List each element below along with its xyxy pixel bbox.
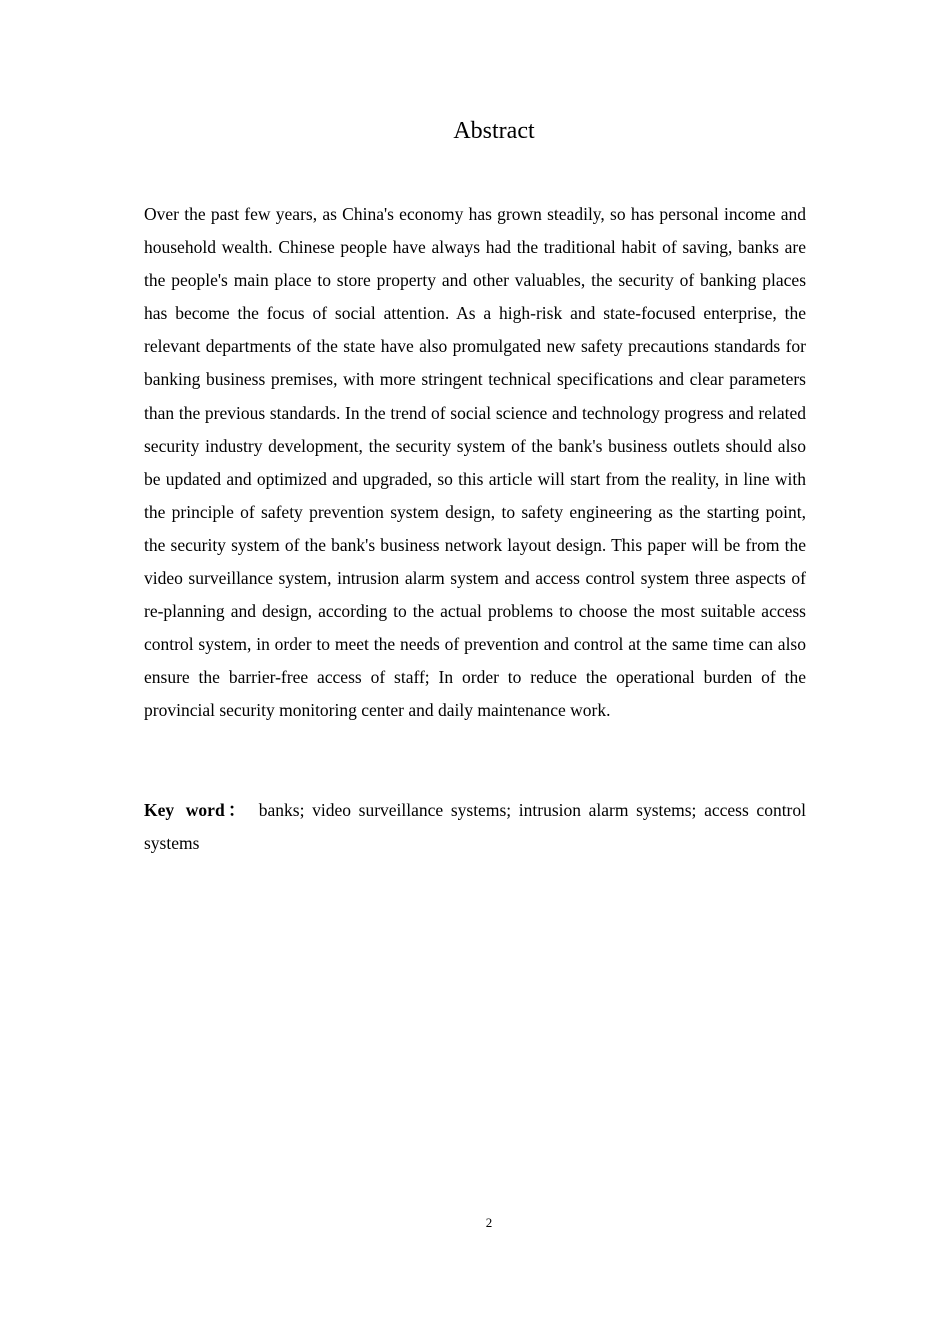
page-number: 2 bbox=[485, 1215, 493, 1230]
keywords-paragraph bbox=[144, 794, 806, 860]
keywords-label: Key word bbox=[144, 800, 225, 820]
keywords-list: banks; video surveillance systems; intrusion alarm systems; access control systems bbox=[144, 800, 806, 854]
page-title: Abstract bbox=[453, 118, 535, 144]
keywords-separator: ： bbox=[224, 800, 249, 820]
abstract-paragraph: Over the past few years, as China's economy has grown steadily, so has personal income and household wealth. Chinese people have always had the traditional habit of saving, banks are the people's main place to store property and other valuables, the security of banking places has become the focus of social attention. As a high-risk and state-focused enterprise, the relevant departments of the state have also promulgated new safety precautions standards for banking business premises, with more stringent technical specifications and clear parameters than the previous standards. In the trend of social science and technology progress and related security industry development, the security system of the bank's business outlets should also be updated and optimized and upgraded, so this article will start from the reality, in line with the principle of safety prevention system design, to safety engineering as the starting point, the security system of the bank's business network layout design. This paper will be from the video surveillance system, intrusion alarm system and access control system three aspects of re-planning and design, according to the actual problems to choose the most suitable access control system, in order to meet the needs of prevention and control at the same time can also ensure the barrier-free access of staff; In order to reduce the operational burden of the provincial security monitoring center and daily maintenance work. bbox=[144, 204, 806, 721]
